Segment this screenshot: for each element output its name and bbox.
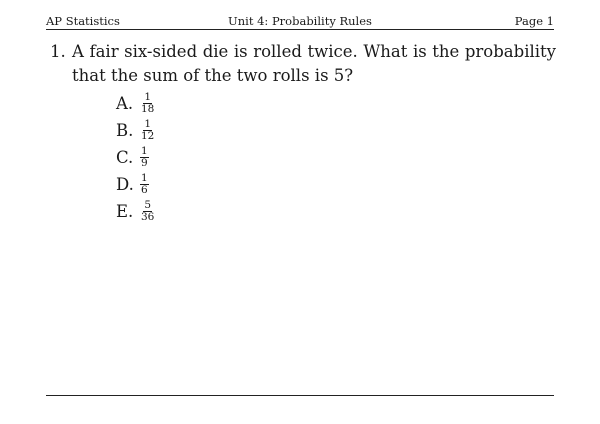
choice-letter: A. (116, 94, 134, 113)
choice-letter: D. (116, 175, 134, 194)
choice-fraction (140, 92, 155, 115)
choice-letter: B. (116, 121, 134, 140)
choice-e (116, 198, 155, 225)
question-number: 1. (50, 42, 66, 61)
fraction-numerator: 1 (144, 91, 152, 103)
unit-title: Unit 4: Probability Rules (228, 14, 372, 28)
choice-fraction (140, 146, 149, 169)
choice-d (116, 171, 155, 198)
fraction-numerator: 1 (141, 145, 148, 157)
choice-a (116, 90, 155, 117)
fraction-denominator: 12 (141, 130, 155, 142)
choice-fraction (140, 119, 155, 142)
fraction-denominator: 36 (141, 211, 155, 223)
fraction-numerator: 1 (144, 118, 152, 130)
page-header (46, 12, 554, 30)
fraction-denominator: 18 (141, 103, 155, 115)
fraction-denominator: 6 (141, 184, 148, 196)
choice-letter: C. (116, 148, 134, 167)
choice-letter: E. (116, 202, 134, 221)
choice-c (116, 144, 155, 171)
page-number: Page 1 (514, 14, 554, 28)
fraction-numerator: 5 (144, 199, 152, 211)
choice-fraction (140, 173, 149, 196)
question-text: A fair six-sided die is rolled twice. What is the probability that the sum of the two rolls is 5? (72, 42, 556, 85)
choice-b (116, 117, 155, 144)
question-1 (50, 40, 556, 88)
fraction-numerator: 1 (141, 172, 148, 184)
answer-choices (116, 90, 155, 225)
fraction-denominator: 9 (141, 157, 148, 169)
choice-fraction (140, 200, 155, 223)
footer-rule (46, 395, 554, 396)
course-title: AP Statistics (46, 14, 120, 28)
